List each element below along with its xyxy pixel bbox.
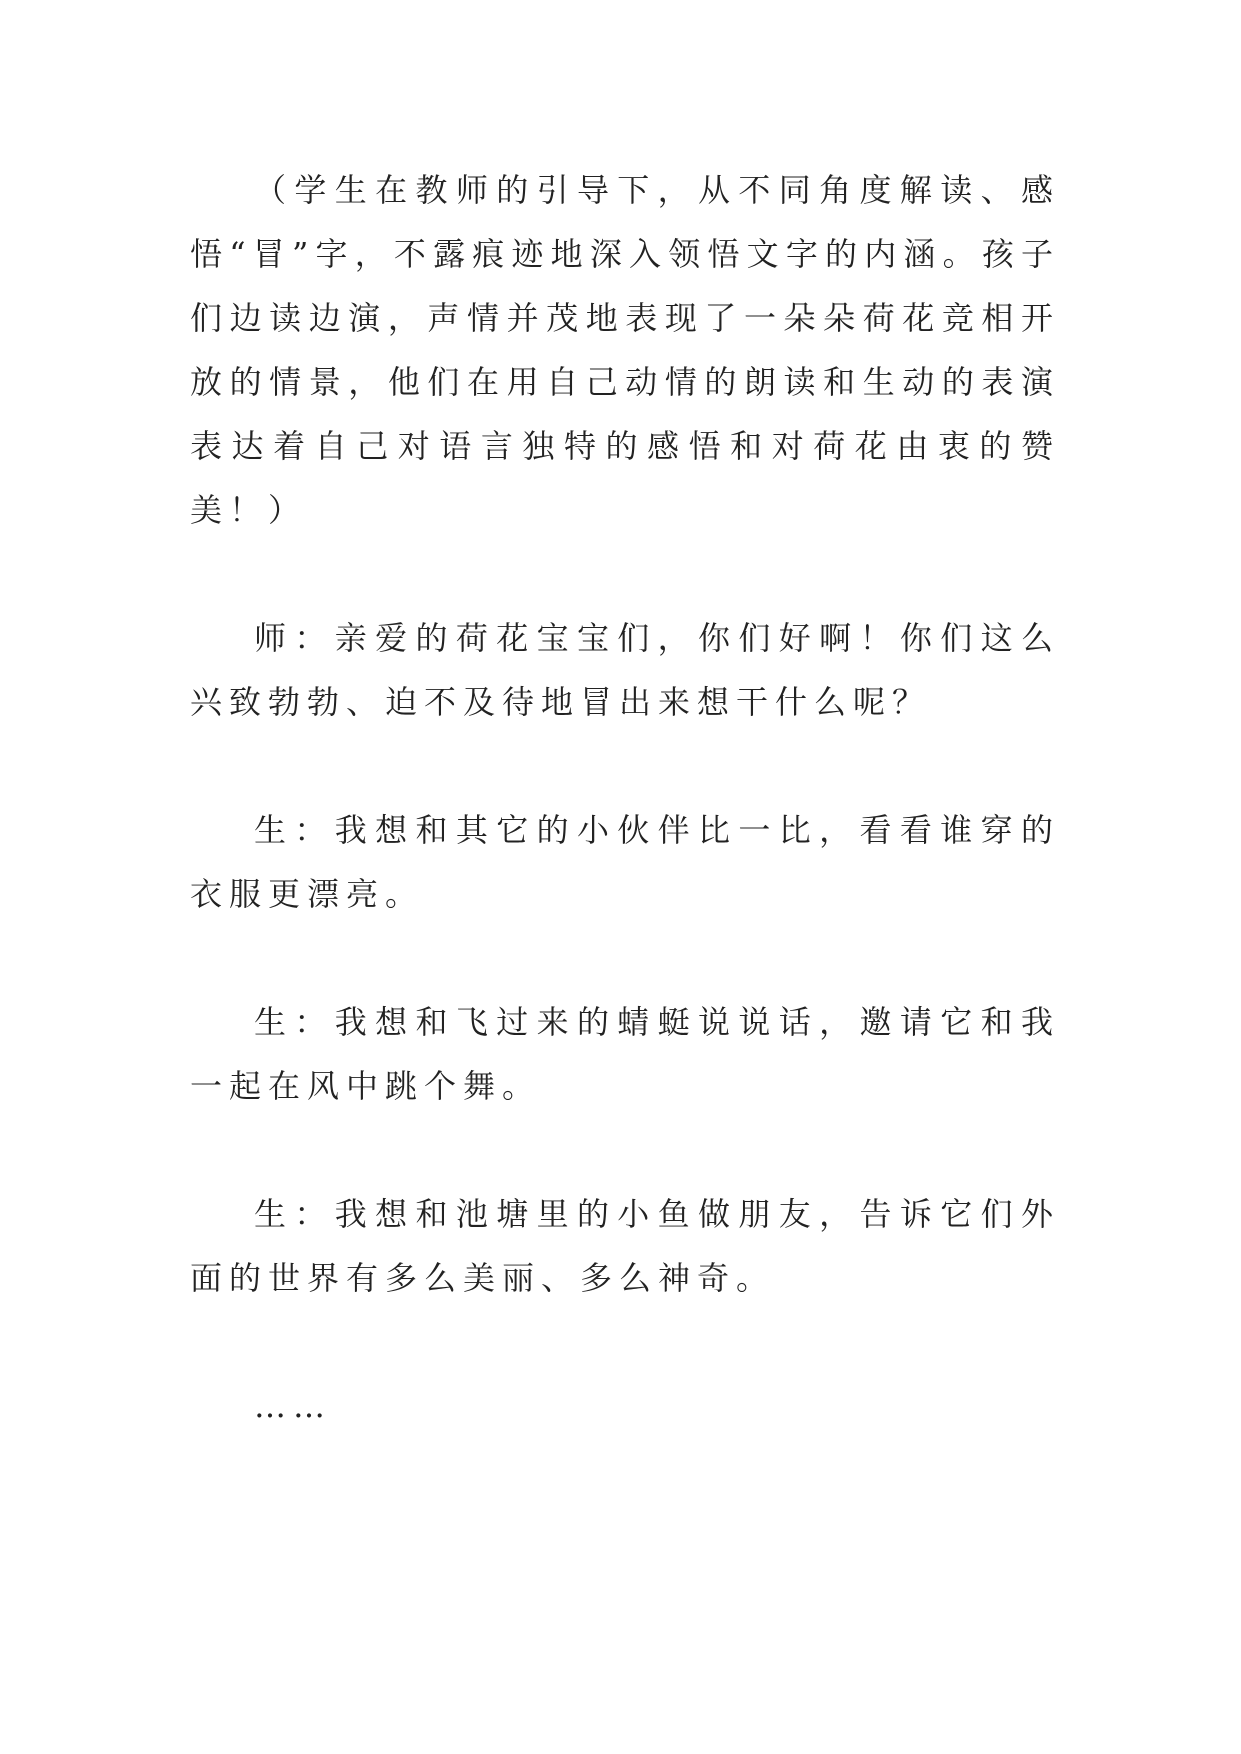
student-line-2: 生：我想和飞过来的蜻蜓说说话，邀请它和我一起在风中跳个舞。 <box>190 1003 1060 1105</box>
student-line-1: 生：我想和其它的小伙伴比一比，看看谁穿的衣服更漂亮。 <box>190 811 1060 913</box>
narration-paragraph: （学生在教师的引导下，从不同角度解读、感悟“冒”字，不露痕迹地深入领悟文字的内涵。孩子们边读边演，声情并茂地表现了一朵朵荷花竞相开放的情景，他们在用自己动情的朗读和生动的表演表达着自己对语言独特的感悟和对荷花由衷的赞美！） <box>190 171 1060 529</box>
teacher-line: 师：亲爱的荷花宝宝们，你们好啊！你们这么兴致勃勃、迫不及待地冒出来想干什么呢？ <box>190 619 1060 721</box>
ellipsis-line: …… <box>254 1387 332 1425</box>
document-body <box>190 158 1060 1438</box>
student-line-3: 生：我想和池塘里的小鱼做朋友，告诉它们外面的世界有多么美丽、多么神奇。 <box>190 1195 1060 1297</box>
